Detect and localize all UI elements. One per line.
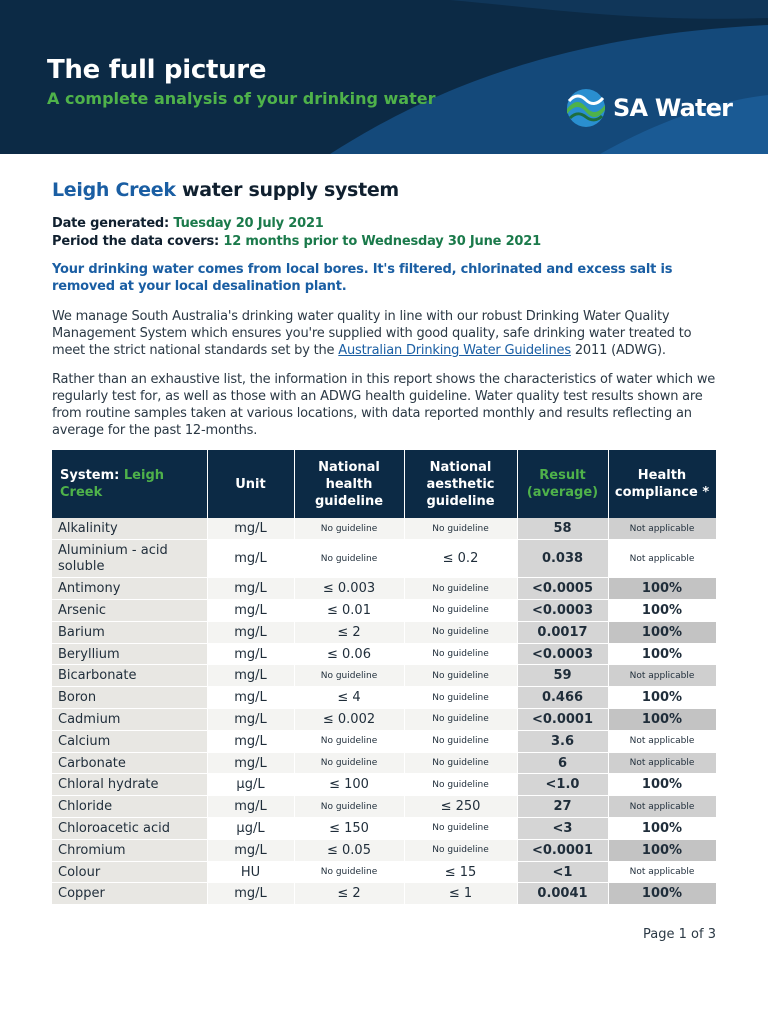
unit-cell: mg/L	[207, 540, 294, 578]
header-banner	[0, 0, 768, 154]
table-row	[52, 540, 716, 578]
parameter-cell: Barium	[52, 621, 207, 643]
compliance-cell: 100%	[608, 621, 716, 643]
aesthetic-guideline-cell: No guideline	[404, 600, 517, 622]
compliance-cell: 100%	[608, 687, 716, 709]
sa-water-logo	[566, 88, 732, 128]
parameter-cell: Bicarbonate	[52, 665, 207, 687]
unit-cell: mg/L	[207, 578, 294, 600]
result-cell: <3	[517, 818, 608, 840]
unit-cell: mg/L	[207, 709, 294, 731]
unit-cell: mg/L	[207, 518, 294, 540]
parameter-cell: Chromium	[52, 839, 207, 861]
period-label: Period the data covers:	[52, 234, 220, 249]
aesthetic-guideline-cell: No guideline	[404, 665, 517, 687]
health-guideline-cell: ≤ 150	[294, 818, 404, 840]
aesthetic-guideline-cell: No guideline	[404, 643, 517, 665]
table-row	[52, 818, 716, 840]
report-meta	[52, 215, 541, 251]
aesthetic-guideline-cell: No guideline	[404, 518, 517, 540]
table-row	[52, 518, 716, 540]
unit-cell: mg/L	[207, 621, 294, 643]
water-quality-table	[52, 450, 717, 905]
result-cell: <0.0003	[517, 643, 608, 665]
compliance-cell: Not applicable	[608, 796, 716, 818]
parameter-cell: Chloride	[52, 796, 207, 818]
table-row	[52, 578, 716, 600]
result-cell: <1.0	[517, 774, 608, 796]
result-cell: 0.0017	[517, 621, 608, 643]
aesthetic-guideline-cell: No guideline	[404, 709, 517, 731]
parameter-cell: Colour	[52, 861, 207, 883]
compliance-cell: Not applicable	[608, 665, 716, 687]
system-name: Leigh Creek	[52, 179, 176, 201]
table-row	[52, 621, 716, 643]
unit-cell: HU	[207, 861, 294, 883]
result-cell: 27	[517, 796, 608, 818]
compliance-cell: Not applicable	[608, 861, 716, 883]
result-cell: 0.0041	[517, 883, 608, 905]
table-row	[52, 774, 716, 796]
unit-cell: mg/L	[207, 600, 294, 622]
table-row	[52, 643, 716, 665]
report-scope-paragraph: Rather than an exhaustive list, the information in this report shows the characteristics of water which we regularly test for, as well as those with an ADWG health guideline. Water quality test results shown are from routine samples taken at various locations, with data reported monthly and results reflecting an average for the past 12-months.	[52, 372, 716, 438]
table-row	[52, 839, 716, 861]
unit-cell: mg/L	[207, 752, 294, 774]
table-row	[52, 709, 716, 731]
aesthetic-guideline-cell: No guideline	[404, 752, 517, 774]
para1-text-end: 2011 (ADWG).	[570, 343, 666, 358]
result-cell: 58	[517, 518, 608, 540]
table-row	[52, 861, 716, 883]
table-row	[52, 600, 716, 622]
health-guideline-cell: No guideline	[294, 861, 404, 883]
parameter-cell: Cadmium	[52, 709, 207, 731]
title-suffix: water supply system	[175, 179, 399, 201]
health-guideline-cell: ≤ 100	[294, 774, 404, 796]
quality-management-paragraph	[52, 308, 722, 359]
unit-cell: µg/L	[207, 774, 294, 796]
aesthetic-guideline-cell: ≤ 1	[404, 883, 517, 905]
unit-cell: mg/L	[207, 687, 294, 709]
header-unit: Unit	[207, 450, 294, 518]
parameter-cell: Aluminium - acid soluble	[52, 540, 207, 578]
parameter-cell: Calcium	[52, 730, 207, 752]
health-guideline-cell: No guideline	[294, 730, 404, 752]
table-row	[52, 883, 716, 905]
result-cell: 3.6	[517, 730, 608, 752]
unit-cell: mg/L	[207, 665, 294, 687]
result-cell: 6	[517, 752, 608, 774]
page-number: Page 1 of 3	[643, 927, 716, 942]
health-guideline-cell: ≤ 0.002	[294, 709, 404, 731]
aesthetic-guideline-cell: No guideline	[404, 818, 517, 840]
compliance-cell: Not applicable	[608, 730, 716, 752]
result-cell: 0.466	[517, 687, 608, 709]
health-guideline-cell: No guideline	[294, 518, 404, 540]
result-cell: <0.0003	[517, 600, 608, 622]
compliance-cell: Not applicable	[608, 540, 716, 578]
header-aesthetic-guideline: National aesthetic guideline	[404, 450, 517, 518]
health-guideline-cell: ≤ 0.05	[294, 839, 404, 861]
page-title	[52, 179, 399, 201]
date-label: Date generated:	[52, 216, 170, 231]
parameter-cell: Boron	[52, 687, 207, 709]
aesthetic-guideline-cell: No guideline	[404, 774, 517, 796]
table-row	[52, 665, 716, 687]
parameter-cell: Chloral hydrate	[52, 774, 207, 796]
compliance-cell: 100%	[608, 883, 716, 905]
compliance-cell: 100%	[608, 643, 716, 665]
unit-cell: µg/L	[207, 818, 294, 840]
aesthetic-guideline-cell: No guideline	[404, 730, 517, 752]
header-result: Result (average)	[517, 450, 608, 518]
date-generated-line	[52, 215, 541, 233]
table-header-row	[52, 450, 716, 518]
header-system: System: Leigh Creek	[52, 450, 207, 518]
parameter-cell: Alkalinity	[52, 518, 207, 540]
health-guideline-cell: No guideline	[294, 540, 404, 578]
compliance-cell: 100%	[608, 774, 716, 796]
table-row	[52, 752, 716, 774]
health-guideline-cell: No guideline	[294, 752, 404, 774]
parameter-cell: Chloroacetic acid	[52, 818, 207, 840]
compliance-cell: 100%	[608, 600, 716, 622]
result-cell: <0.0005	[517, 578, 608, 600]
compliance-cell: 100%	[608, 818, 716, 840]
compliance-cell: 100%	[608, 839, 716, 861]
health-guideline-cell: ≤ 0.01	[294, 600, 404, 622]
table-row	[52, 730, 716, 752]
para1-text: We manage South Australia's drinking water quality in line with our robust Drinking Water Quality Management System which ensures you're supplied with good quality, safe drinking water treated to meet the strict national standards set by the	[52, 309, 692, 358]
table-row	[52, 687, 716, 709]
health-guideline-cell: No guideline	[294, 665, 404, 687]
result-cell: 59	[517, 665, 608, 687]
aesthetic-guideline-cell: No guideline	[404, 687, 517, 709]
unit-cell: mg/L	[207, 839, 294, 861]
compliance-cell: 100%	[608, 709, 716, 731]
date-value: Tuesday 20 July 2021	[169, 216, 324, 231]
period-line	[52, 233, 541, 251]
parameter-cell: Carbonate	[52, 752, 207, 774]
parameter-cell: Copper	[52, 883, 207, 905]
compliance-cell: Not applicable	[608, 752, 716, 774]
intro-statement: Your drinking water comes from local bores. It's filtered, chlorinated and excess salt is removed at your local desalination plant.	[52, 262, 673, 294]
compliance-cell: Not applicable	[608, 518, 716, 540]
result-cell: <0.0001	[517, 839, 608, 861]
aesthetic-guideline-cell: ≤ 15	[404, 861, 517, 883]
result-cell: 0.038	[517, 540, 608, 578]
banner-title: The full picture	[47, 55, 267, 85]
health-guideline-cell: No guideline	[294, 796, 404, 818]
compliance-cell: 100%	[608, 578, 716, 600]
health-guideline-cell: ≤ 0.003	[294, 578, 404, 600]
aesthetic-guideline-cell: No guideline	[404, 839, 517, 861]
unit-cell: mg/L	[207, 730, 294, 752]
health-guideline-cell: ≤ 4	[294, 687, 404, 709]
sa-water-logo-icon	[566, 88, 606, 128]
health-guideline-cell: ≤ 0.06	[294, 643, 404, 665]
aesthetic-guideline-cell: ≤ 250	[404, 796, 517, 818]
aesthetic-guideline-cell: ≤ 0.2	[404, 540, 517, 578]
health-guideline-cell: ≤ 2	[294, 621, 404, 643]
unit-cell: mg/L	[207, 883, 294, 905]
table-body	[52, 518, 716, 905]
parameter-cell: Arsenic	[52, 600, 207, 622]
aesthetic-guideline-cell: No guideline	[404, 578, 517, 600]
header-compliance: Health compliance *	[608, 450, 716, 518]
unit-cell: mg/L	[207, 643, 294, 665]
result-cell: <1	[517, 861, 608, 883]
period-value: 12 months prior to Wednesday 30 June 2021	[219, 234, 541, 249]
result-cell: <0.0001	[517, 709, 608, 731]
header-health-guideline: National health guideline	[294, 450, 404, 518]
banner-subtitle: A complete analysis of your drinking water	[47, 89, 436, 108]
parameter-cell: Antimony	[52, 578, 207, 600]
adwg-link[interactable]: Australian Drinking Water Guidelines	[338, 343, 571, 358]
unit-cell: mg/L	[207, 796, 294, 818]
parameter-cell: Beryllium	[52, 643, 207, 665]
aesthetic-guideline-cell: No guideline	[404, 621, 517, 643]
table-row	[52, 796, 716, 818]
health-guideline-cell: ≤ 2	[294, 883, 404, 905]
logo-text: SA Water	[613, 94, 733, 122]
